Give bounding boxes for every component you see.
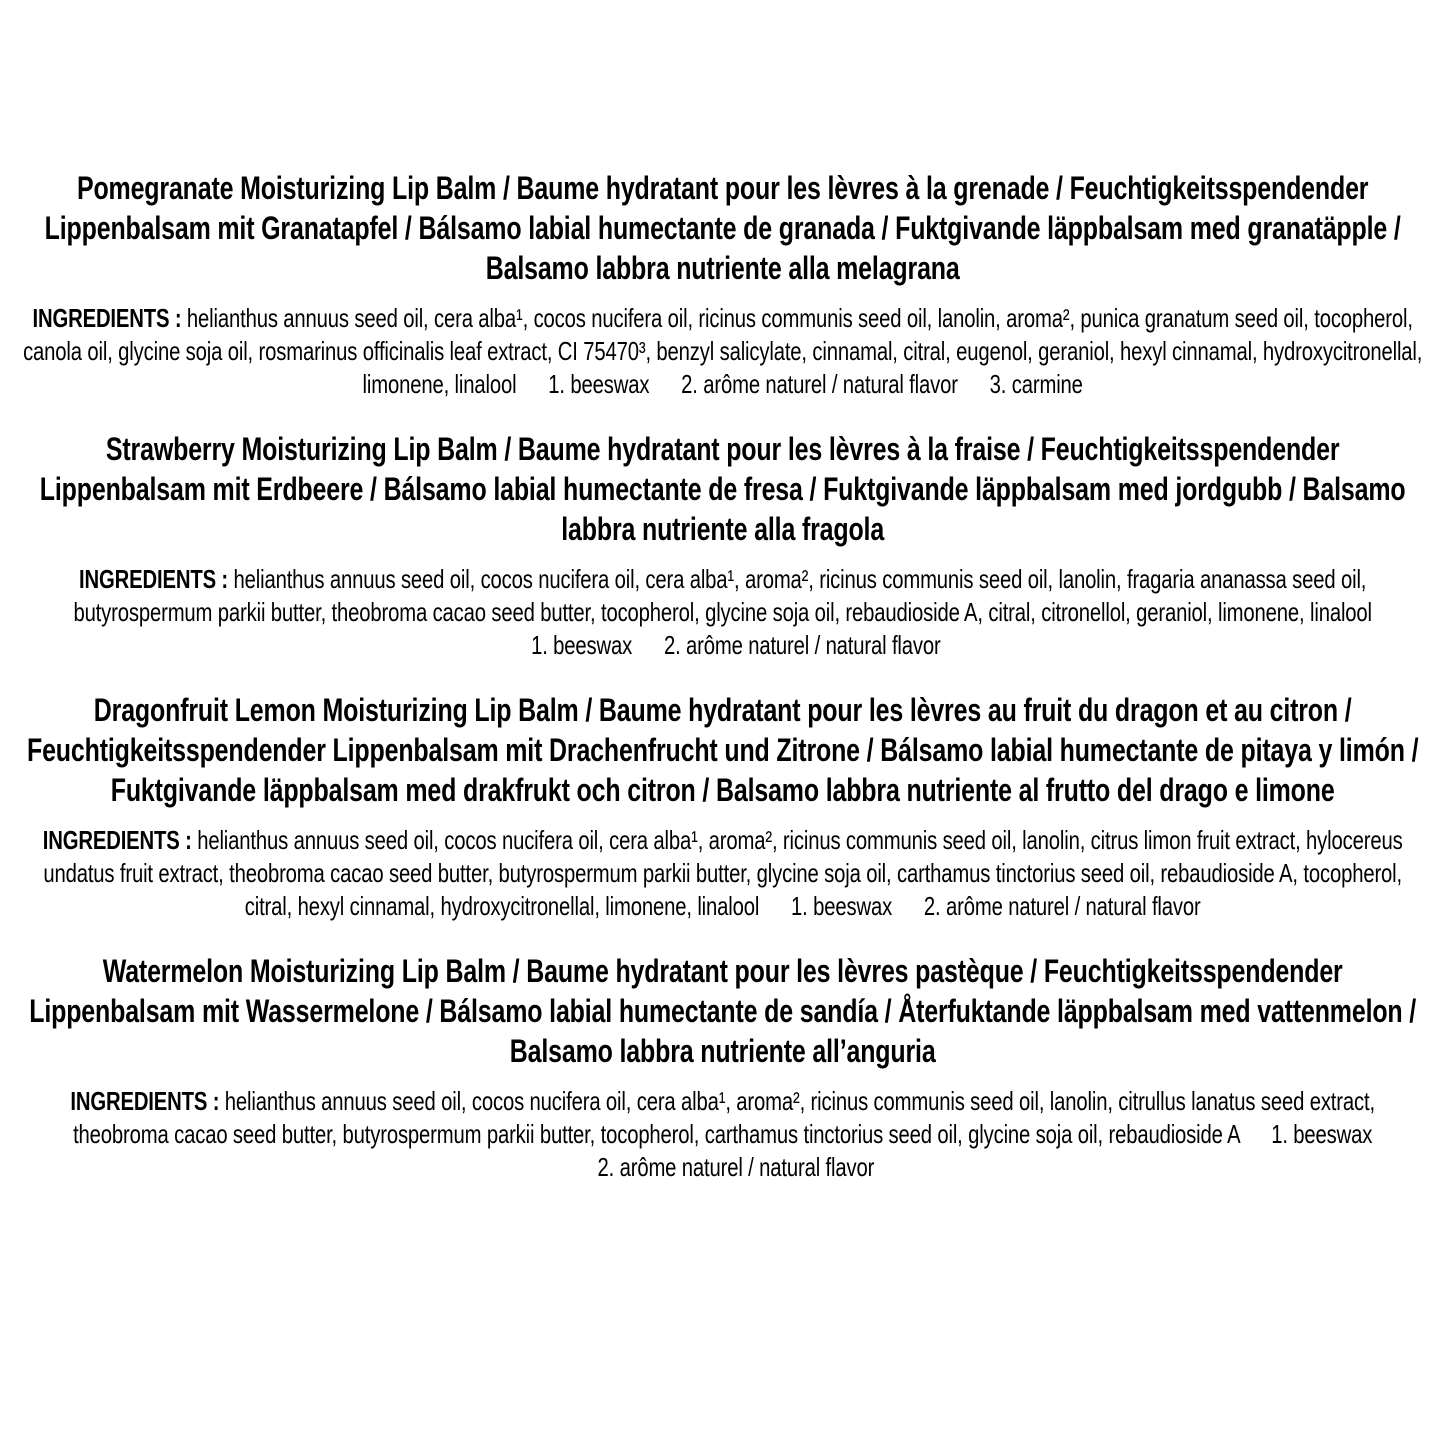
product-title: Strawberry Moisturizing Lip Balm / Baume hydratant pour les lèvres à la fraise / Feuchtigkeitsspendender Lippenbalsam mit Erdbeere / Bálsamo labial humectante de fresa / Fuktgivande läppbalsam med jordgubb / Balsamo labbra nutriente alla fragola — [39, 431, 1406, 547]
ingredients-label: INGREDIENTS : — [42, 825, 192, 855]
footnote-beeswax: 1. beeswax — [548, 369, 650, 399]
ingredients-paragraph — [22, 1085, 1424, 1184]
footnote-beeswax: 1. beeswax — [1271, 1119, 1373, 1149]
product-title: Watermelon Moisturizing Lip Balm / Baume hydratant pour les lèvres pastèque / Feuchtigkeitsspendender Lippenbalsam mit Wassermelone / Bálsamo labial humectante de sandía / Återfuktande läppbalsam med vattenmelon / Balsamo labbra nutriente all’anguria — [29, 953, 1417, 1069]
ingredients-list: helianthus annuus seed oil, cera alba¹, cocos nucifera oil, ricinus communis seed oil, lanolin, aroma², punica granatum seed oil, tocopherol, canola oil, glycine soja oil, rosmarinus officinalis leaf extract, CI 75470³, benzyl salicylate, cinnamal, citral, eugenol, geraniol, hexyl cinnamal, hydroxycitronellal, limonene, linalool — [23, 303, 1423, 399]
ingredients-label: INGREDIENTS : — [79, 564, 229, 594]
product-section-pomegranate — [0, 168, 1445, 401]
footnote-carmine: 3. carmine — [989, 369, 1083, 399]
ingredients-label: INGREDIENTS : — [70, 1086, 220, 1116]
footnote-natural-flavor: 2. arôme naturel / natural flavor — [597, 1152, 875, 1182]
ingredients-paragraph — [22, 824, 1424, 923]
footnote-beeswax: 1. beeswax — [531, 630, 633, 660]
ingredients-list: helianthus annuus seed oil, cocos nucifera oil, cera alba¹, aroma², ricinus communis seed oil, lanolin, fragaria ananassa seed oil, butyrospermum parkii butter, theobroma cacao seed butter, tocopherol, glycine soja oil, rebaudioside A, citral, citronellol, geraniol, limonene, linalool — [73, 564, 1372, 627]
ingredients-paragraph — [22, 302, 1424, 401]
ingredients-list: helianthus annuus seed oil, cocos nucifera oil, cera alba¹, aroma², ricinus communis seed oil, lanolin, citrullus lanatus seed extract, theobroma cacao seed butter, butyrospermum parkii butter, tocopherol, carthamus tinctorius seed oil, glycine soja oil, rebaudioside A — [73, 1086, 1375, 1149]
footnote-natural-flavor: 2. arôme naturel / natural flavor — [681, 369, 958, 399]
ingredients-list: helianthus annuus seed oil, cocos nucifera oil, cera alba¹, aroma², ricinus communis seed oil, lanolin, citrus limon fruit extract, hylocereus undatus fruit extract, theobroma cacao seed butter, butyrospermum parkii butter, glycine soja oil, carthamus tinctorius seed oil, rebaudioside A, tocopherol, citral, hexyl cinnamal, hydroxycitronellal, limonene, linalool — [43, 825, 1403, 921]
product-section-dragonfruit-lemon — [0, 690, 1445, 923]
product-title: Pomegranate Moisturizing Lip Balm / Baume hydratant pour les lèvres à la grenade / Feuchtigkeitsspendender Lippenbalsam mit Granatapfel / Bálsamo labial humectante de granada / Fuktgivande läppbalsam med granatäpple / Balsamo labbra nutriente alla melagrana — [44, 170, 1401, 286]
footnote-beeswax: 1. beeswax — [791, 891, 893, 921]
ingredients-paragraph — [22, 563, 1424, 662]
product-section-watermelon — [0, 951, 1445, 1184]
footnote-natural-flavor: 2. arôme naturel / natural flavor — [923, 891, 1201, 921]
product-title: Dragonfruit Lemon Moisturizing Lip Balm / Baume hydratant pour les lèvres au fruit du dragon et au citron / Feuchtigkeitsspendender Lippenbalsam mit Drachenfrucht und Zitrone / Bálsamo labial humectante de pitaya y limón / Fuktgivande läppbalsam med drakfrukt och citron / Balsamo labbra nutriente al frutto del drago e limone — [26, 692, 1419, 808]
footnote-natural-flavor: 2. arôme naturel / natural flavor — [663, 630, 941, 660]
product-section-strawberry — [0, 429, 1445, 662]
ingredients-label: INGREDIENTS : — [32, 303, 182, 333]
